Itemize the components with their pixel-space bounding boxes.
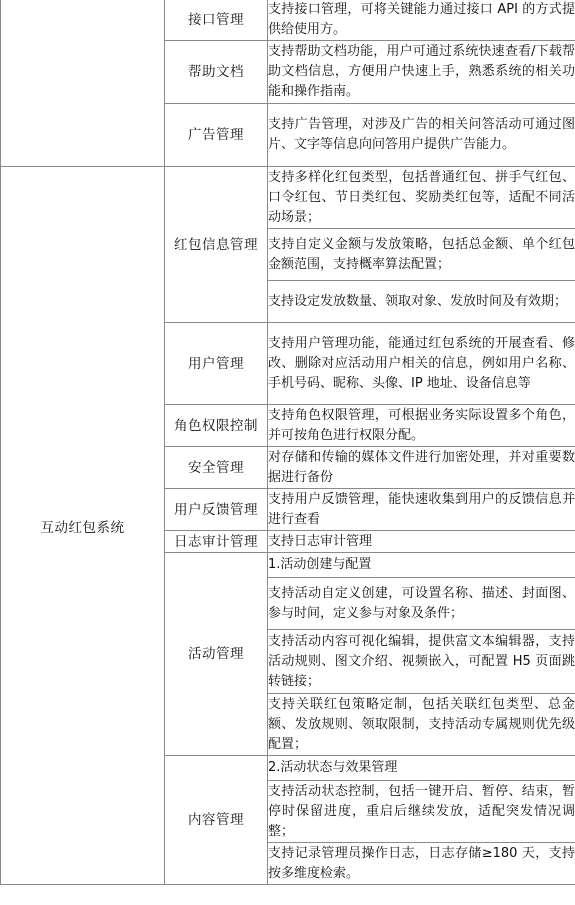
desc-cell: 支持自定义金额与发放策略，包括总金额、单个红包金额范围，支持概率算法配置； <box>268 229 575 281</box>
desc-cell: 支持关联红包策略定制，包括关联红包类型、总金额、发放规则、领取限制，支持活动专属规则优先级配置； <box>268 694 575 756</box>
desc-cell: 支持接口管理，可将关键能力通过接口 API 的方式提供给使用方。 <box>268 0 575 41</box>
desc-cell: 对存储和传输的媒体文件进行加密处理，并对重要数据进行备份 <box>268 447 575 489</box>
module-cell: 用户反馈管理 <box>165 489 268 531</box>
desc-cell: 支持多样化红包类型，包括普通红包、拼手气红包、口令红包、节日类红包、奖励类红包等，适配不同活动场景； <box>268 167 575 229</box>
desc-cell: 支持活动状态控制，包括一键开启、暂停、结束，暂停时保留进度，重启后继续发放，适配突发情况调整； <box>268 781 575 843</box>
table-row <box>1 0 575 41</box>
desc-cell: 支持帮助文档功能，用户可通过系统快速查看/下载帮助文档信息，方便用户快速上手，熟悉系统的相关功能和操作指南。 <box>268 41 575 104</box>
module-cell: 日志审计管理 <box>165 531 268 553</box>
desc-cell: 支持活动内容可视化编辑，提供富文本编辑器，支持活动规则、图文介绍、视频嵌入，可配置 H5 页面跳转链接； <box>268 630 575 694</box>
module-cell: 红包信息管理 <box>165 167 268 323</box>
module-cell: 接口管理 <box>165 0 268 41</box>
module-cell: 内容管理 <box>165 756 268 885</box>
desc-cell: 支持设定发放数量、领取对象、发放时间及有效期； <box>268 281 575 323</box>
system-name-cell: 互动红包系统 <box>1 167 165 885</box>
table-row <box>1 167 575 229</box>
desc-cell: 支持角色权限管理，可根据业务实际设置多个角色，并可按角色进行权限分配。 <box>268 405 575 447</box>
system-cell-top <box>1 0 165 167</box>
desc-cell: 支持记录管理员操作日志，日志存储≥180 天，支持按多维度检索。 <box>268 843 575 885</box>
module-cell: 角色权限控制 <box>165 405 268 447</box>
desc-cell: 支持广告管理，对涉及广告的相关问答活动可通过图片、文字等信息向问答用户提供广告能力。 <box>268 104 575 167</box>
desc-cell: 支持日志审计管理 <box>268 531 575 553</box>
desc-cell: 支持用户管理功能，能通过红包系统的开展查看、修改、删除对应活动用户相关的信息，例如用户名称、手机号码、昵称、头像、IP 地址、设备信息等 <box>268 323 575 405</box>
desc-cell: 支持活动自定义创建，可设置名称、描述、封面图、参与时间，定义参与对象及条件； <box>268 578 575 630</box>
module-cell: 活动管理 <box>165 553 268 756</box>
desc-cell: 1.活动创建与配置 <box>268 553 575 578</box>
desc-cell: 支持用户反馈管理，能快速收集到用户的反馈信息并进行查看 <box>268 489 575 531</box>
module-cell: 帮助文档 <box>165 41 268 104</box>
module-cell: 广告管理 <box>165 104 268 167</box>
module-cell: 安全管理 <box>165 447 268 489</box>
module-cell: 用户管理 <box>165 323 268 405</box>
desc-cell: 2.活动状态与效果管理 <box>268 756 575 781</box>
